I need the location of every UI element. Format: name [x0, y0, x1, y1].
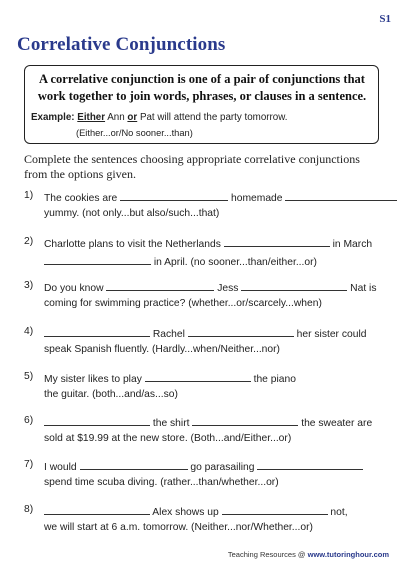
sheet-id: S1	[379, 13, 391, 25]
question-line-1	[44, 236, 372, 250]
question-text: spend time scuba diving. (rather...than/whether...or)	[44, 477, 279, 488]
question-number: 6)	[24, 415, 34, 426]
question-line-2	[44, 389, 178, 400]
question-line-1	[44, 326, 366, 340]
question-line-1	[44, 190, 397, 204]
question-line-1	[44, 280, 376, 294]
question-text: we will start at 6 a.m. tomorrow. (Neither...nor/Whether...or)	[44, 522, 313, 533]
page-title: Correlative Conjunctions	[17, 34, 226, 55]
answer-blank[interactable]	[192, 415, 298, 426]
answer-blank[interactable]	[224, 236, 330, 247]
question-text: Nat is	[347, 283, 377, 294]
question-line-1	[44, 504, 348, 518]
answer-blank[interactable]	[44, 504, 150, 515]
example-label: Example:	[31, 112, 75, 123]
question-number: 7)	[24, 459, 34, 470]
footer	[228, 550, 389, 559]
question-text: in April. (no sooner...than/either...or)	[151, 257, 317, 268]
answer-blank[interactable]	[257, 459, 363, 470]
example-options: (Either...or/No sooner...than)	[76, 128, 193, 138]
question-text: not,	[327, 507, 348, 518]
question-text: the guitar. (both...and/as...so)	[44, 389, 178, 400]
question-text: speak Spanish fluently. (Hardly...when/Neither...nor)	[44, 344, 280, 355]
answer-blank[interactable]	[106, 280, 214, 291]
footer-url[interactable]: www.tutoringhour.com	[307, 550, 389, 559]
question-text: I would	[44, 462, 80, 473]
example-conj-1: Either	[77, 112, 106, 123]
question-line-2	[44, 477, 279, 488]
answer-blank[interactable]	[80, 459, 188, 470]
definition-box	[24, 65, 379, 144]
question-text: her sister could	[293, 329, 367, 340]
question-text: My sister likes to play	[44, 374, 145, 385]
answer-blank[interactable]	[44, 326, 150, 337]
answer-blank[interactable]	[44, 254, 151, 265]
question-text: Jess	[214, 283, 242, 294]
answer-blank[interactable]	[44, 415, 150, 426]
question-text: Charlotte plans to visit the Netherlands	[44, 239, 224, 250]
question-text: homemade	[228, 193, 286, 204]
question-text: coming for swimming practice? (whether...or/scarcely...when)	[44, 298, 322, 309]
question-text: the sweater are	[298, 418, 373, 429]
question-line-2	[44, 208, 219, 219]
question-line-2	[44, 344, 280, 355]
question-text: the shirt	[150, 418, 193, 429]
answer-blank[interactable]	[285, 190, 397, 201]
question-text: yummy. (not only...but also/such...that)	[44, 208, 220, 219]
question-number: 1)	[24, 190, 34, 201]
question-line-2	[44, 254, 317, 268]
question-number: 4)	[24, 326, 34, 337]
question-number: 5)	[24, 371, 34, 382]
question-text: Do you know	[44, 283, 107, 294]
question-line-1	[44, 371, 296, 385]
question-text: Rachel	[150, 329, 188, 340]
instructions: Complete the sentences choosing appropriate correlative conjunctions from the options given.	[24, 152, 360, 181]
footer-label: Teaching Resources @	[227, 550, 308, 559]
question-text: the piano	[250, 374, 296, 385]
question-text: sold at $19.99 at the new store. (Both...and/Either...or)	[44, 433, 292, 444]
example-text-1: Ann	[105, 112, 128, 123]
question-line-2	[44, 522, 313, 533]
answer-blank[interactable]	[188, 326, 294, 337]
question-line-2	[44, 298, 322, 309]
question-line-1	[44, 415, 372, 429]
question-text: in March	[329, 239, 373, 250]
example-conj-2: or	[127, 112, 138, 123]
question-text: Alex shows up	[150, 507, 222, 518]
question-number: 8)	[24, 504, 34, 515]
answer-blank[interactable]	[145, 371, 251, 382]
example-line	[31, 111, 288, 125]
answer-blank[interactable]	[222, 504, 328, 515]
question-line-1	[44, 459, 363, 473]
question-text: go parasailing	[187, 462, 258, 473]
answer-blank[interactable]	[241, 280, 347, 291]
question-text: The cookies are	[44, 193, 121, 204]
answer-blank[interactable]	[120, 190, 228, 201]
example-text-2: Pat will attend the party tomorrow.	[137, 112, 288, 123]
definition-text: A correlative conjunction is one of a pair of conjunctions that work together to join words, phrases, or clauses in a sentence.	[37, 72, 367, 103]
question-number: 3)	[24, 280, 34, 291]
question-line-2	[44, 433, 291, 444]
question-number: 2)	[24, 236, 34, 247]
